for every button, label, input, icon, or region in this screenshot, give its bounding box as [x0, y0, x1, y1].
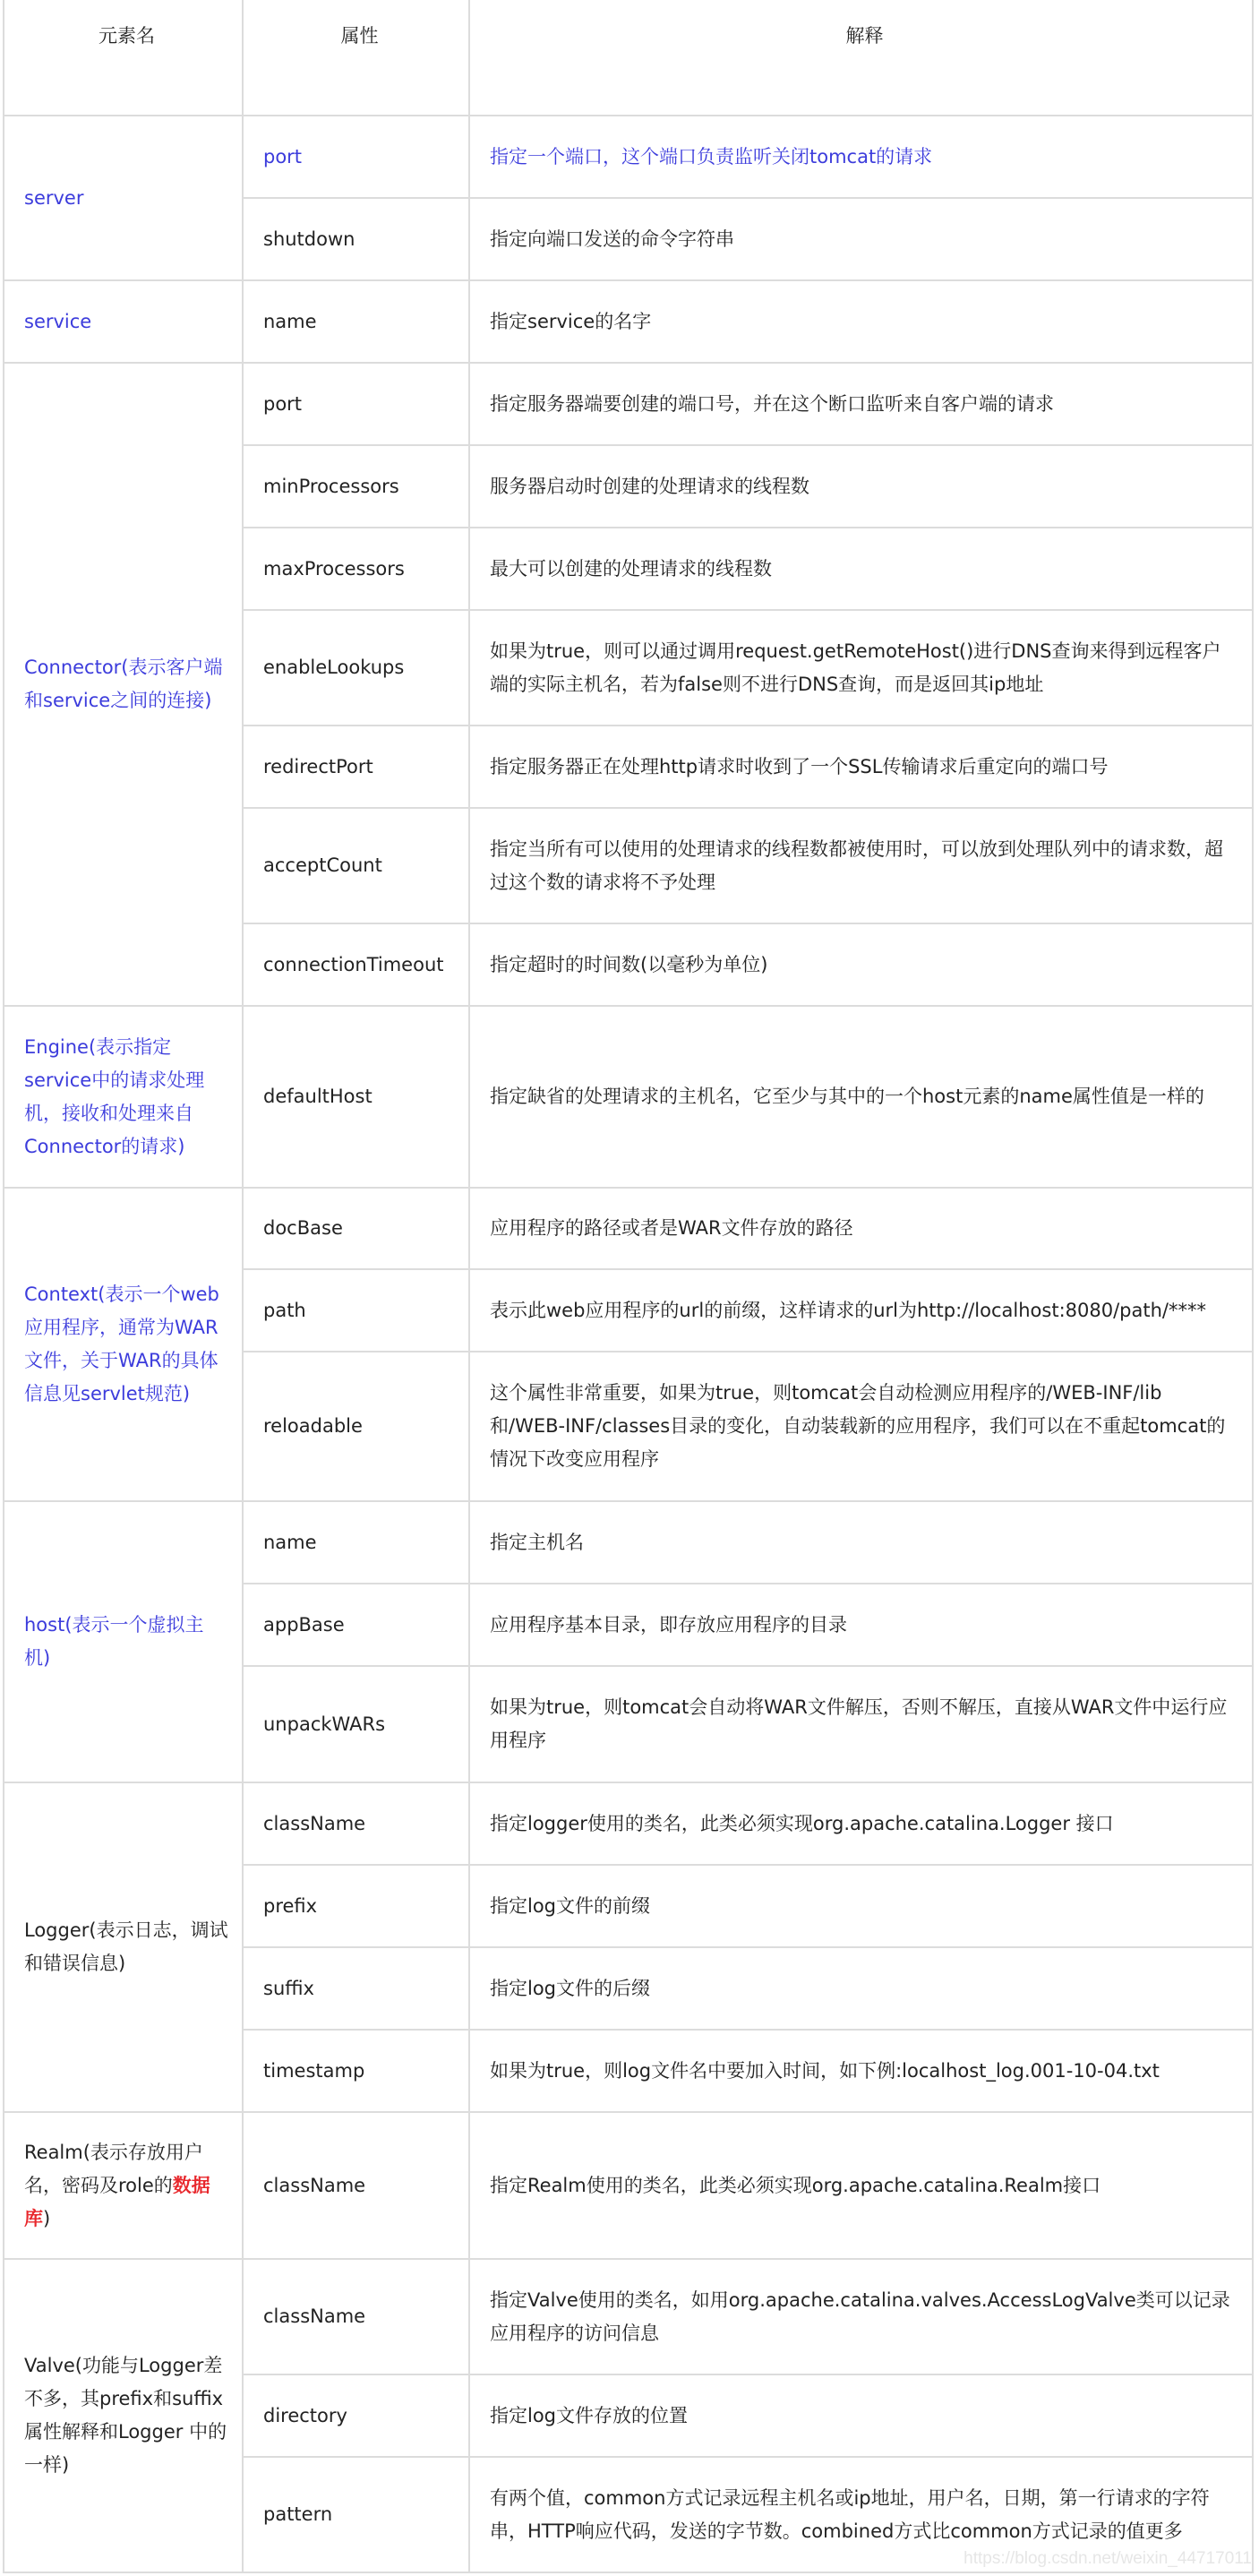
table-row [4, 1006, 1253, 1188]
element-name-cell [4, 1782, 243, 2112]
element-name-text: server [24, 186, 84, 209]
element-name-cell [4, 116, 243, 280]
attribute-cell: name [243, 1501, 469, 1584]
table-row [4, 1501, 1253, 1584]
attribute-cell: minProcessors [243, 445, 469, 528]
element-name-cell [4, 363, 243, 1006]
attribute-cell: defaultHost [243, 1006, 469, 1188]
description-cell: 指定Realm使用的类名，此类必须实现org.apache.catalina.Realm接口 [469, 2112, 1253, 2259]
attribute-cell: port [243, 116, 469, 198]
description-cell: 指定log文件存放的位置 [469, 2374, 1253, 2457]
description-cell: 服务器启动时创建的处理请求的线程数 [469, 445, 1253, 528]
description-cell: 指定service的名字 [469, 280, 1253, 363]
attribute-cell: prefix [243, 1865, 469, 1947]
attribute-cell: shutdown [243, 198, 469, 280]
description-cell: 如果为true，则可以通过调用request.getRemoteHost()进行DNS查询来得到远程客户端的实际主机名，若为false则不进行DNS查询，而是返回其ip地址 [469, 610, 1253, 726]
description-cell: 指定向端口发送的命令字符串 [469, 198, 1253, 280]
table-body [4, 116, 1253, 2572]
table-row [4, 116, 1253, 198]
element-name-text: Logger(表示日志，调试和错误信息) [24, 1919, 228, 1974]
element-name-text: host(表示一个虚拟主机) [24, 1614, 204, 1669]
header-description: 解释 [469, 0, 1253, 116]
element-name-text: Realm(表示存放用户名，密码及role的 [24, 2141, 203, 2196]
description-cell: 最大可以创建的处理请求的线程数 [469, 528, 1253, 610]
attribute-cell: className [243, 2112, 469, 2259]
attribute-cell: name [243, 280, 469, 363]
header-element: 元素名 [4, 0, 243, 116]
attribute-cell: path [243, 1269, 469, 1352]
description-cell: 指定主机名 [469, 1501, 1253, 1584]
attribute-cell: reloadable [243, 1352, 469, 1501]
description-cell: 应用程序基本目录，即存放应用程序的目录 [469, 1584, 1253, 1666]
description-cell: 指定超时的时间数(以毫秒为单位) [469, 923, 1253, 1006]
description-cell: 指定缺省的处理请求的主机名，它至少与其中的一个host元素的name属性值是一样的 [469, 1006, 1253, 1188]
element-name-text: Engine(表示指定service中的请求处理机，接收和处理来自Connector的请求) [24, 1035, 205, 1157]
element-name-text: service [24, 310, 92, 332]
attribute-cell: className [243, 2259, 469, 2374]
attribute-cell: redirectPort [243, 726, 469, 808]
description-cell: 指定Valve使用的类名，如用org.apache.catalina.valves.AccessLogValve类可以记录应用程序的访问信息 [469, 2259, 1253, 2374]
element-name-text: Context(表示一个web应用程序，通常为WAR文件，关于WAR的具体信息见servlet规范) [24, 1284, 219, 1404]
table-row [4, 2112, 1253, 2259]
attribute-cell: appBase [243, 1584, 469, 1666]
description-cell: 有两个值，common方式记录远程主机名或ip地址，用户名，日期，第一行请求的字符串，HTTP响应代码，发送的字节数。combined方式比common方式记录的值更多 [469, 2457, 1253, 2572]
element-name-cell [4, 1188, 243, 1501]
attribute-cell: connectionTimeout [243, 923, 469, 1006]
header-row [4, 0, 1253, 116]
attribute-cell: port [243, 363, 469, 445]
attribute-cell: suffix [243, 1947, 469, 2030]
element-name-cell [4, 2259, 243, 2572]
watermark: https://blog.csdn.net/weixin_44717011 [964, 2549, 1252, 2568]
attribute-cell: directory [243, 2374, 469, 2457]
description-cell: 指定服务器正在处理http请求时收到了一个SSL传输请求后重定向的端口号 [469, 726, 1253, 808]
table-row [4, 363, 1253, 445]
attribute-cell: timestamp [243, 2030, 469, 2112]
description-cell: 指定当所有可以使用的处理请求的线程数都被使用时，可以放到处理队列中的请求数，超过这个数的请求将不予处理 [469, 808, 1253, 923]
element-name-text: Connector(表示客户端和service之间的连接) [24, 657, 223, 711]
element-name-text: ) [43, 2207, 51, 2229]
attribute-cell: maxProcessors [243, 528, 469, 610]
table-row [4, 1188, 1253, 1269]
element-name-text: Valve(功能与Logger差不多，其prefix和suffix属性解释和Logger 中的一样) [24, 2355, 227, 2476]
description-cell: 指定服务器端要创建的端口号，并在这个断口监听来自客户端的请求 [469, 363, 1253, 445]
attribute-cell: docBase [243, 1188, 469, 1269]
element-name-cell [4, 280, 243, 363]
element-name-cell [4, 2112, 243, 2259]
element-name-cell [4, 1501, 243, 1782]
description-cell: 如果为true，则tomcat会自动将WAR文件解压，否则不解压，直接从WAR文件中运行应用程序 [469, 1666, 1253, 1782]
description-cell: 指定log文件的后缀 [469, 1947, 1253, 2030]
description-cell: 指定logger使用的类名，此类必须实现org.apache.catalina.Logger 接口 [469, 1782, 1253, 1865]
attribute-cell: enableLookups [243, 610, 469, 726]
description-cell: 这个属性非常重要，如果为true，则tomcat会自动检测应用程序的/WEB-INF/lib 和/WEB-INF/classes目录的变化，自动装载新的应用程序，我们可以在不重起tomcat的情况下改变应用程序 [469, 1352, 1253, 1501]
description-cell: 如果为true，则log文件名中要加入时间，如下例:localhost_log.001-10-04.txt [469, 2030, 1253, 2112]
highlight-keyword: 数据库 [24, 2174, 210, 2229]
table-row [4, 280, 1253, 363]
table-row [4, 1782, 1253, 1865]
tomcat-config-table [3, 0, 1254, 2573]
attribute-cell: unpackWARs [243, 1666, 469, 1782]
attribute-cell: className [243, 1782, 469, 1865]
description-cell: 指定一个端口，这个端口负责监听关闭tomcat的请求 [469, 116, 1253, 198]
attribute-cell: pattern [243, 2457, 469, 2572]
description-cell: 指定log文件的前缀 [469, 1865, 1253, 1947]
description-cell: 表示此web应用程序的url的前缀，这样请求的url为http://localhost:8080/path/**** [469, 1269, 1253, 1352]
header-attribute: 属性 [243, 0, 469, 116]
table-row [4, 2259, 1253, 2374]
element-name-cell [4, 1006, 243, 1188]
attribute-cell: acceptCount [243, 808, 469, 923]
description-cell: 应用程序的路径或者是WAR文件存放的路径 [469, 1188, 1253, 1269]
